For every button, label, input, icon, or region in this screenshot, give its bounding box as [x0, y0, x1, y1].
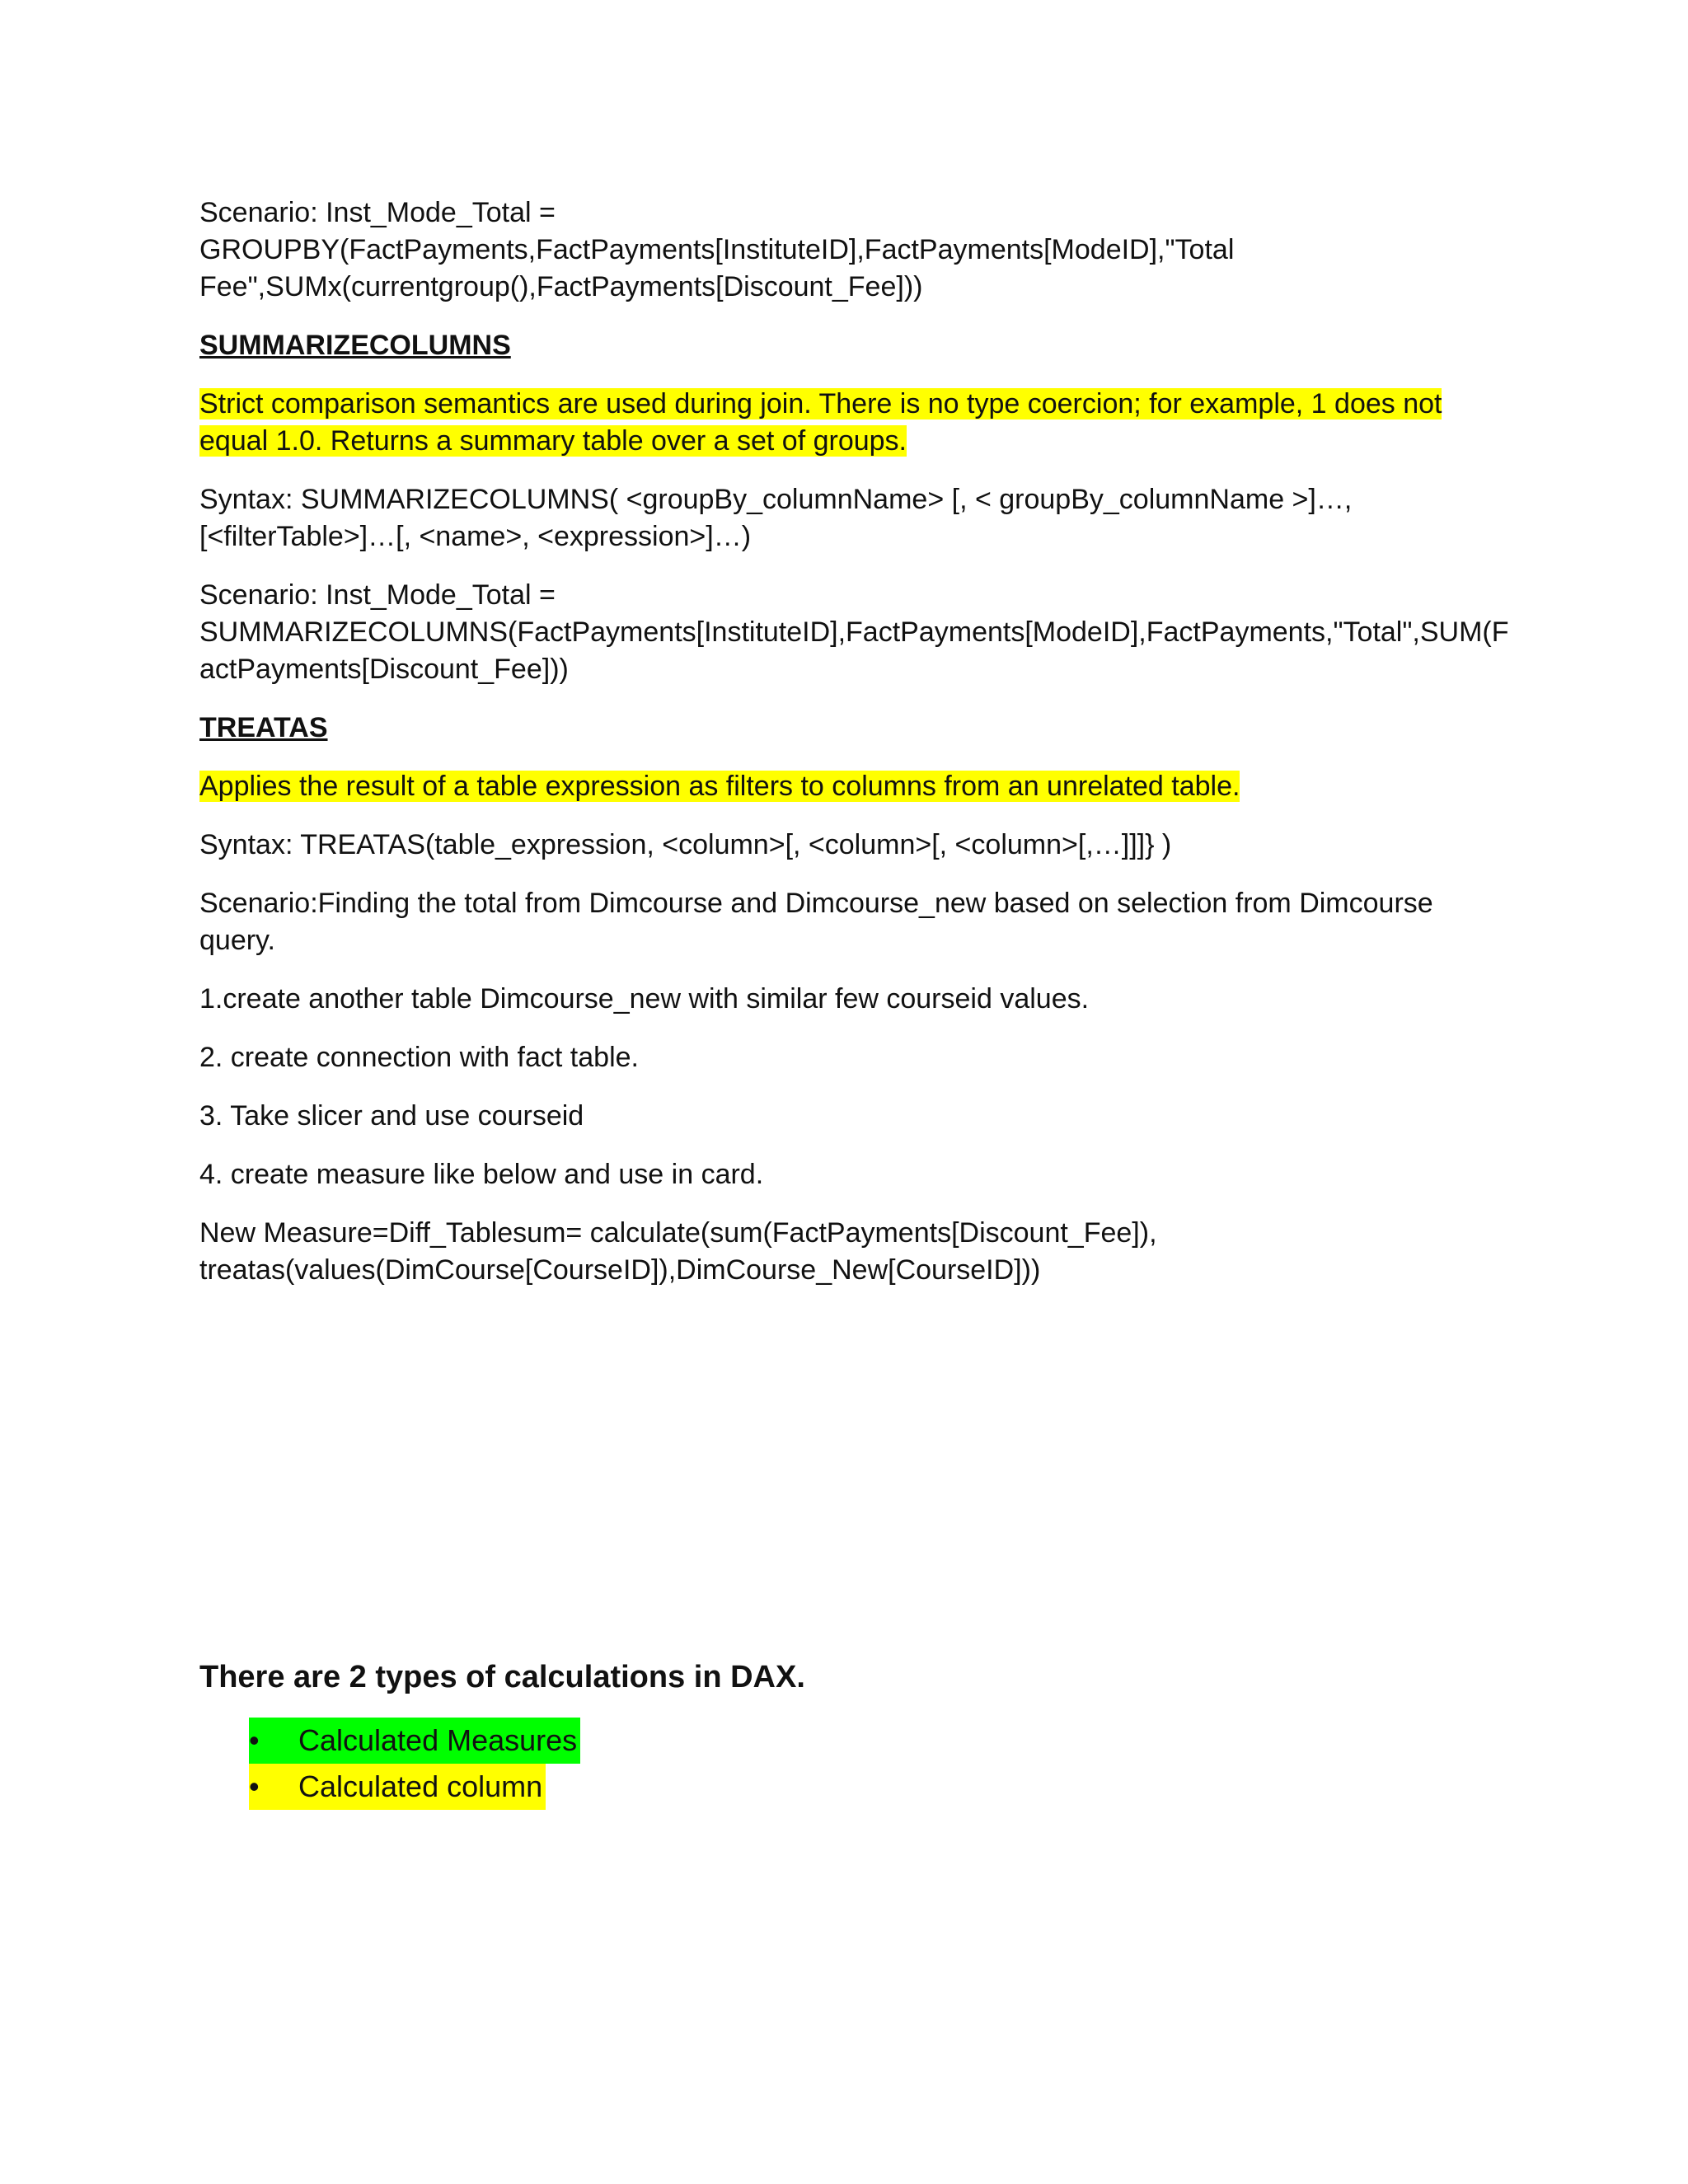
groupby-scenario: [199, 194, 1493, 306]
measure-line: New Measure=Diff_Tablesum= calculate(sum(FactPayments[Discount_Fee]),: [199, 1217, 1157, 1249]
scenario-line: Scenario: Inst_Mode_Total =: [199, 579, 556, 611]
summarizecolumns-syntax: [199, 481, 1493, 555]
treatas-step-4: 4. create measure like below and use in card.: [199, 1159, 764, 1190]
highlighted-text: [249, 1764, 546, 1810]
groupby-scenario-line: Scenario: Inst_Mode_Total =: [199, 197, 556, 228]
bullet-icon: •: [249, 1769, 260, 1803]
syntax-line: Syntax: SUMMARIZECOLUMNS( <groupBy_columnName> [, < groupBy_columnName >]…,: [199, 484, 1353, 515]
highlighted-text: [249, 1718, 580, 1764]
treatas-syntax: Syntax: TREATAS(table_expression, <column>[, <column>[, <column>[,…]]]} ): [199, 829, 1172, 860]
treatas-scenario: [199, 885, 1493, 959]
document-body: [199, 194, 1509, 1810]
calc-types-list: [249, 1718, 1493, 1810]
calc-types-heading: There are 2 types of calculations in DAX.: [199, 1660, 805, 1694]
scenario-line: actPayments[Discount_Fee])): [199, 654, 569, 685]
syntax-line: [<filterTable>]…[, <name>, <expression>]…): [199, 521, 752, 552]
list-item: [249, 1718, 1493, 1764]
list-item: [249, 1764, 1493, 1810]
scenario-line: Scenario:Finding the total from Dimcourse and Dimcourse_new based on selection from Dimcourse: [199, 888, 1433, 919]
scenario-line: SUMMARIZECOLUMNS(FactPayments[InstituteID],FactPayments[ModeID],FactPayments,"Total",SUM(F: [199, 616, 1509, 648]
list-item-label: Calculated column: [298, 1769, 543, 1803]
treatas-description: [199, 768, 1493, 805]
summarizecolumns-description: [199, 386, 1493, 460]
measure-line: treatas(values(DimCourse[CourseID]),DimCourse_New[CourseID])): [199, 1254, 1041, 1286]
groupby-scenario-line: GROUPBY(FactPayments,FactPayments[InstituteID],FactPayments[ModeID],"Total: [199, 234, 1235, 265]
treatas-step-3: 3. Take slicer and use courseid: [199, 1100, 584, 1132]
highlighted-text: Strict comparison semantics are used during join. There is no type coercion; for example, 1 does not: [199, 388, 1442, 419]
summarizecolumns-scenario: [199, 577, 1509, 688]
summarizecolumns-heading: SUMMARIZECOLUMNS: [199, 330, 511, 361]
list-item-label: Calculated Measures: [298, 1723, 578, 1757]
bullet-icon: •: [249, 1723, 260, 1757]
treatas-step-1: 1.create another table Dimcourse_new with similar few courseid values.: [199, 983, 1090, 1015]
treatas-heading: TREATAS: [199, 712, 328, 743]
highlighted-text: Applies the result of a table expression as filters to columns from an unrelated table.: [199, 771, 1240, 802]
blank-space: [199, 1310, 1493, 1657]
scenario-line: query.: [199, 925, 275, 956]
treatas-measure: [199, 1215, 1493, 1289]
highlighted-text: equal 1.0. Returns a summary table over a set of groups.: [199, 425, 907, 457]
treatas-step-2: 2. create connection with fact table.: [199, 1042, 639, 1073]
groupby-scenario-line: Fee",SUMx(currentgroup(),FactPayments[Discount_Fee])): [199, 271, 923, 302]
